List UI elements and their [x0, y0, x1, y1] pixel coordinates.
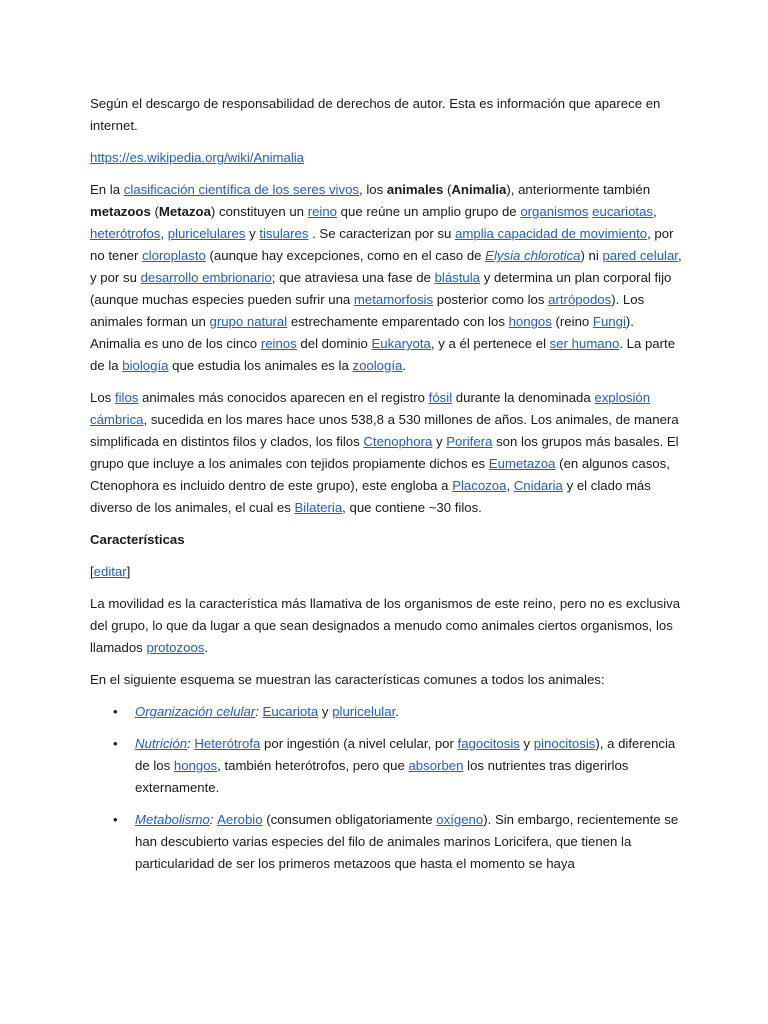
text-run: ,	[653, 204, 657, 219]
inline-link[interactable]: heterótrofos	[90, 226, 161, 241]
inline-link[interactable]: organismos	[520, 204, 589, 219]
text-run: que reúne un amplio grupo de	[337, 204, 521, 219]
inline-link[interactable]: zoología	[352, 358, 403, 373]
bullet-icon: •	[113, 736, 118, 751]
bullet-icon: •	[113, 704, 118, 719]
text-run: posterior como los	[433, 292, 549, 307]
text-run: :	[187, 736, 195, 751]
text-run: ,	[160, 226, 168, 241]
inline-link[interactable]: reino	[307, 204, 338, 219]
text-run: , y por su	[90, 248, 682, 285]
text-run: (consumen obligatoriamente	[262, 812, 437, 827]
inline-link[interactable]: fósil	[428, 390, 453, 405]
text-run: (reino	[551, 314, 593, 329]
inline-link[interactable]: absorben	[408, 758, 464, 773]
inline-link[interactable]: metamorfosis	[353, 292, 434, 307]
inline-link[interactable]: pinocitosis	[533, 736, 596, 751]
inline-link[interactable]: desarrollo embrionario	[140, 270, 272, 285]
inline-link[interactable]: eucariotas	[592, 204, 654, 219]
inline-link[interactable]: reinos	[260, 336, 297, 351]
text-run: (aunque hay excepciones, como en el caso de	[205, 248, 486, 263]
text-run: , también heterótrofos, pero que	[217, 758, 409, 773]
inline-link[interactable]: Heterótrofa	[194, 736, 261, 751]
text-run: del dominio	[296, 336, 372, 351]
bold-text: Metazoa	[158, 204, 211, 219]
text-run: La movilidad es la característica más llamativa de los organismos de este reino, pero no es exclusiva del grupo, lo que da lugar a que sean designados a menudo como animales ciertos organismos, los llamados	[90, 596, 681, 655]
text-run: Los	[90, 390, 115, 405]
text-run: ). Sin embargo, recientemente se han descubierto varias especies del filo de animales marinos Loricifera, que tienen la particularidad de ser los primeros metazoos que hasta el momento se haya	[135, 812, 679, 871]
inline-link[interactable]: protozoos	[146, 640, 205, 655]
bold-text: Animalia	[451, 182, 507, 197]
edit-link[interactable]: editar	[93, 564, 127, 579]
text-run: y	[519, 736, 534, 751]
inline-link[interactable]: Metabolismo	[135, 812, 210, 827]
section-heading: Características	[90, 532, 185, 547]
text-run: , por no tener	[90, 226, 674, 263]
inline-link[interactable]: oxígeno	[436, 812, 484, 827]
inline-link[interactable]: blástula	[434, 270, 481, 285]
text-run: ), anteriormente también	[506, 182, 651, 197]
text-run: durante la denominada	[452, 390, 595, 405]
edit-line	[90, 561, 682, 583]
text-run: ), a diferencia de los	[135, 736, 676, 773]
text-run: por ingestión (a nivel celular, por	[260, 736, 458, 751]
inline-link[interactable]: Elysia chlorotica	[485, 248, 581, 263]
inline-link[interactable]: pared celular	[602, 248, 678, 263]
inline-link[interactable]: tisulares	[259, 226, 309, 241]
inline-link[interactable]: pluricelular	[332, 704, 396, 719]
text-run: , y a él pertenece el	[430, 336, 550, 351]
text-run: .	[395, 704, 399, 719]
inline-link[interactable]: Fungi	[592, 314, 626, 329]
text-run: (	[150, 204, 159, 219]
inline-link[interactable]: hongos	[508, 314, 552, 329]
inline-link[interactable]: amplia capacidad de movimiento	[455, 226, 648, 241]
inline-link[interactable]: explosión cámbrica	[90, 390, 651, 427]
inline-link[interactable]: clasificación científica de los seres vivos	[123, 182, 360, 197]
bold-text: metazoos	[90, 204, 151, 219]
text-run: , que contiene ~30 filos.	[342, 500, 482, 515]
inline-link[interactable]: Organización celular	[135, 704, 256, 719]
text-run: . Se caracterizan por su	[308, 226, 456, 241]
text-run: .	[402, 358, 407, 373]
text-run: y el clado más diverso de los animales, el cual es	[90, 478, 651, 515]
characteristics-list	[90, 701, 682, 875]
edit-bracket-open: [	[90, 564, 94, 579]
text-run: los nutrientes tras digerirlos externamente.	[135, 758, 629, 795]
source-url-paragraph	[90, 147, 682, 169]
text-run: , los	[359, 182, 387, 197]
text-run: , sucedida en los mares hace unos 538,8 a 530 millones de años. Los animales, de manera simplificada en distintos filos y clados, los filos	[90, 412, 679, 449]
inline-link[interactable]: ser humano	[549, 336, 620, 351]
text-run: que estudia los animales es la	[168, 358, 353, 373]
text-run: animales más conocidos aparecen en el registro	[138, 390, 429, 405]
inline-link[interactable]: Ctenophora	[363, 434, 433, 449]
scheme-paragraph: En el siguiente esquema se muestran las características comunes a todos los animales:	[90, 672, 605, 687]
text-run: En la	[90, 182, 124, 197]
text-run: .	[204, 640, 209, 655]
inline-link[interactable]: Eumetazoa	[488, 456, 556, 471]
inline-link[interactable]: grupo natural	[209, 314, 288, 329]
inline-link[interactable]: filos	[114, 390, 139, 405]
bold-text: animales	[386, 182, 444, 197]
text-run: ; que atraviesa una fase de	[271, 270, 435, 285]
inline-link[interactable]: Eucariota	[262, 704, 319, 719]
text-run: (	[443, 182, 452, 197]
inline-link[interactable]: Bilateria	[294, 500, 343, 515]
disclaimer-paragraph: Según el descargo de responsabilidad de derechos de autor. Esta es información que aparece en internet.	[90, 96, 661, 133]
mobility-paragraph	[90, 593, 682, 659]
text-run: ) constituyen un	[210, 204, 308, 219]
list-item	[90, 701, 682, 723]
text-run: ). Animalia es uno de los cinco	[90, 314, 634, 351]
list-item	[90, 809, 682, 875]
text-run: (en algunos casos, Ctenophora es incluido dentro de este grupo), este engloba a	[90, 456, 670, 493]
inline-link[interactable]: Eukaryota	[371, 336, 431, 351]
inline-link[interactable]: Aerobio	[217, 812, 263, 827]
text-run: estrechamente emparentado con los	[287, 314, 509, 329]
inline-link[interactable]: Nutrición	[135, 736, 188, 751]
edit-bracket-close: ]	[126, 564, 131, 579]
list-item-text	[135, 704, 399, 719]
source-url-link[interactable]: https://es.wikipedia.org/wiki/Animalia	[90, 150, 305, 165]
document-page	[90, 93, 682, 885]
text-run: y	[245, 226, 260, 241]
list-item	[90, 733, 682, 799]
inline-link[interactable]: Porifera	[446, 434, 493, 449]
text-run: ). Los animales forman un	[90, 292, 645, 329]
phyla-paragraph	[90, 387, 682, 519]
inline-link[interactable]: cloroplasto	[142, 248, 206, 263]
text-run: ,	[506, 478, 514, 493]
intro-paragraph	[90, 179, 682, 377]
text-run: :	[209, 812, 218, 827]
inline-link[interactable]: biología	[122, 358, 169, 373]
inline-link[interactable]: pluricelulares	[167, 226, 246, 241]
text-run: son los grupos más basales. El grupo que incluye a los animales con tejidos propiamente dichos es	[90, 434, 679, 471]
list-item-text	[135, 812, 678, 871]
bullet-icon: •	[113, 812, 118, 827]
text-run: :	[255, 704, 263, 719]
inline-link[interactable]: fagocitosis	[457, 736, 520, 751]
text-run: y	[318, 704, 333, 719]
inline-link[interactable]: Placozoa	[452, 478, 507, 493]
text-run: y determina un plan corporal fijo (aunque muchas especies pueden sufrir una	[90, 270, 672, 307]
inline-link[interactable]: artrópodos	[548, 292, 612, 307]
inline-link[interactable]: Cnidaria	[513, 478, 563, 493]
text-run: ) ni	[580, 248, 603, 263]
list-item-text	[135, 736, 675, 795]
inline-link[interactable]: hongos	[173, 758, 218, 773]
text-run: . La parte de la	[90, 336, 676, 373]
text-run: y	[432, 434, 447, 449]
